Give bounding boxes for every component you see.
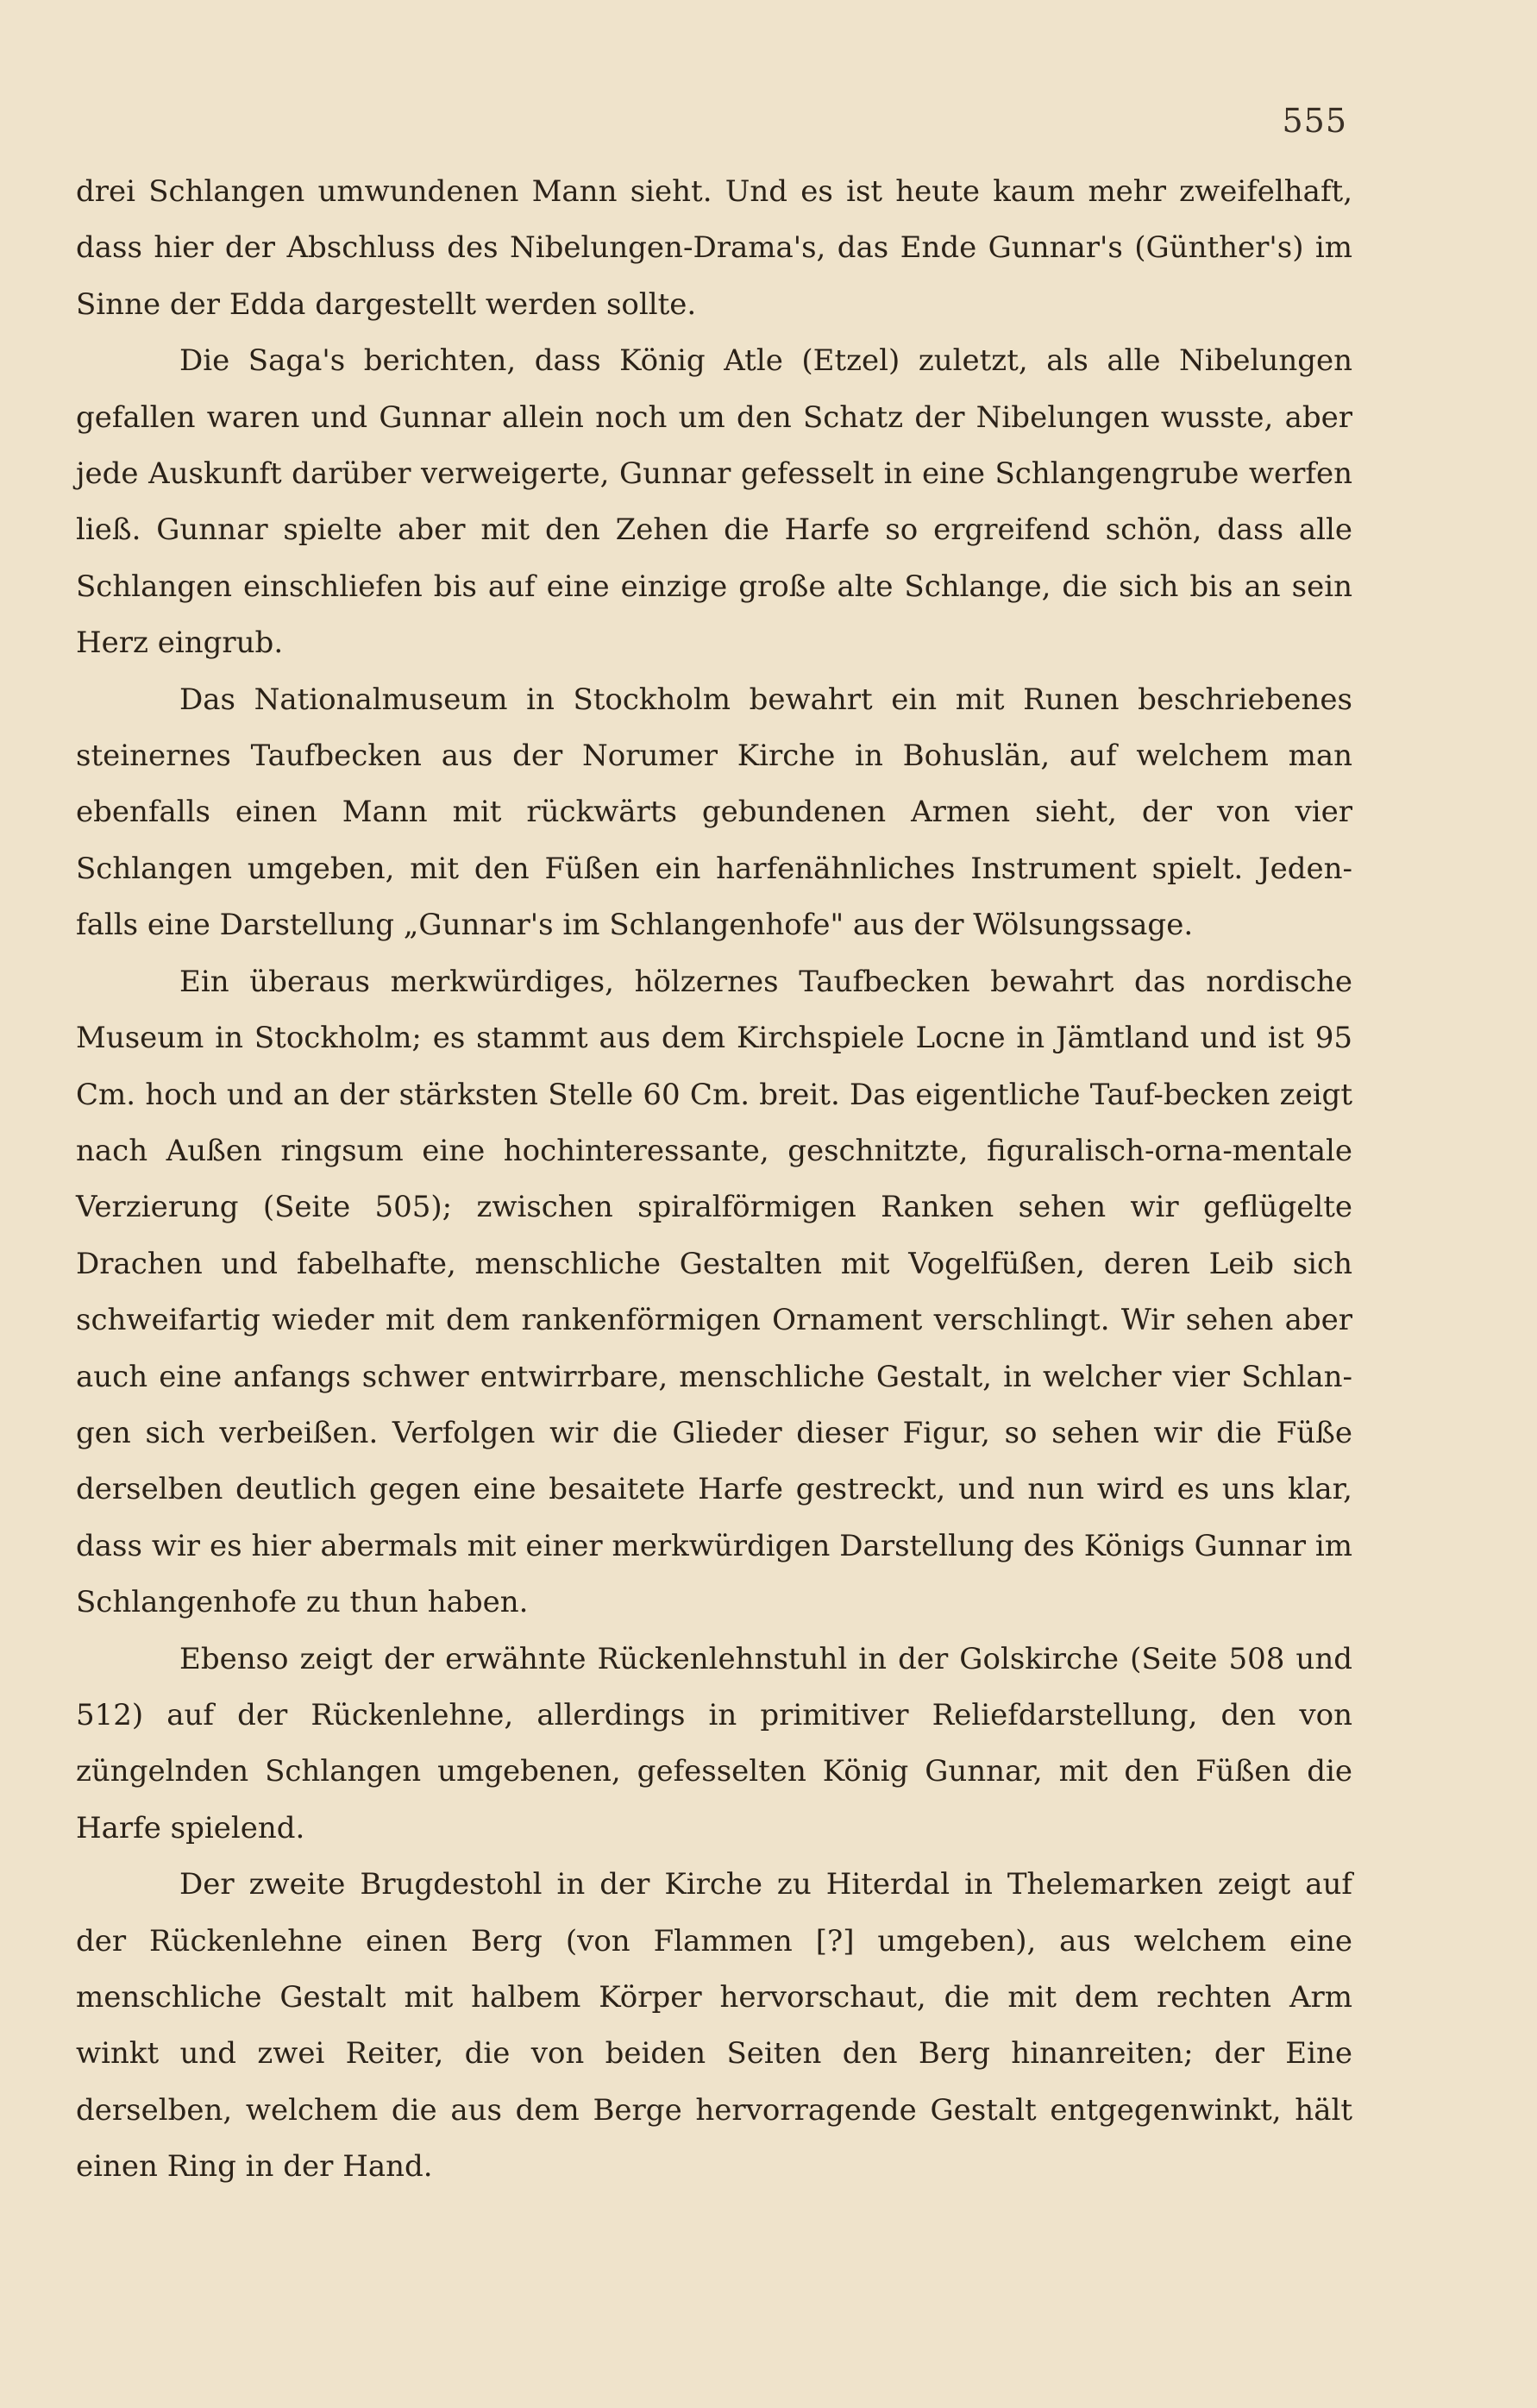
page-number: 555 — [1282, 102, 1347, 140]
paragraph-golskirche: Ebenso zeigt der erwähnte Rückenlehnstuhl in der Golskirche (Seite 508 und 512) auf der Rückenlehne, allerdings in primitiver Reliefdarstellung, den von züngelnden Schlangen umgebenen, gefesselten König Gunnar, mit den Füßen die Harfe spielend. — [76, 1641, 1352, 1845]
body-text — [76, 164, 1352, 2196]
paragraph-saga: Die Saga's berichten, dass König Atle (Etzel) zuletzt, als alle Nibelungen gefallen waren und Gunnar allein noch um den Schatz der Nibelungen wusste, aber jede Auskunft darüber verweigerte, Gunnar gefesselt in eine Schlangengrube werfen ließ. Gunnar spielte aber mit den Zehen die Harfe so ergreifend schön, dass alle Schlangen einschliefen bis auf eine einzige große alte Schlange, die sich bis an sein Herz eingrub. — [76, 343, 1352, 661]
paragraph-taufbecken: Ein überaus merkwürdiges, hölzernes Taufbecken bewahrt das nordische Museum in Stockholm; es stammt aus dem Kirchspiele Locne in Jämtland und ist 95 Cm. hoch und an der stärksten Stelle 60 Cm. breit. Das eigentliche Tauf-becken zeigt nach Außen ringsum eine hochinteressante, geschnitzte, figuralisch-orna-mentale Verzierung (Seite 505); zwischen spiralförmigen Ranken sehen wir geflügelte Drachen und fabelhafte, menschliche Gestalten mit Vogelfüßen, deren Leib sich schweifartig wieder mit dem rankenförmigen Ornament verschlingt. Wir sehen aber auch eine anfangs schwer entwirrbare, menschliche Gestalt, in welcher vier Schlan-gen sich verbeißen. Verfolgen wir die Glieder dieser Figur, so sehen wir die Füße derselben deutlich gegen eine besaitete Harfe gestreckt, und nun wird es uns klar, dass wir es hier abermals mit einer merkwürdigen Darstellung des Königs Gunnar im Schlangenhofe zu thun haben. — [76, 964, 1352, 1620]
paragraph-continuation: drei Schlangen umwundenen Mann sieht. Und es ist heute kaum mehr zweifelhaft, dass hier der Abschluss des Nibelungen-Drama's, das Ende Gunnar's (Günther's) im Sinne der Edda dargestellt werden sollte. — [76, 174, 1352, 322]
paragraph-brugdestohl: Der zweite Brugdestohl in der Kirche zu Hiterdal in Thelemarken zeigt auf der Rückenlehne einen Berg (von Flammen [?] umgeben), aus welchem eine menschliche Gestalt mit halbem Körper hervorschaut, die mit dem rechten Arm winkt und zwei Reiter, die von beiden Seiten den Berg hinanreiten; der Eine derselben, welchem die aus dem Berge hervorragende Gestalt entgegenwinkt, hält einen Ring in der Hand. — [76, 1867, 1352, 2185]
paragraph-nationalmuseum: Das Nationalmuseum in Stockholm bewahrt ein mit Runen beschriebenes steinernes Taufbecken aus der Norumer Kirche in Bohuslän, auf welchem man ebenfalls einen Mann mit rückwärts gebundenen Armen sieht, der von vier Schlangen umgeben, mit den Füßen ein harfenähnliches Instrument spielt. Jeden-falls eine Darstellung „Gunnar's im Schlangenhofe" aus der Wölsungssage. — [76, 682, 1352, 943]
